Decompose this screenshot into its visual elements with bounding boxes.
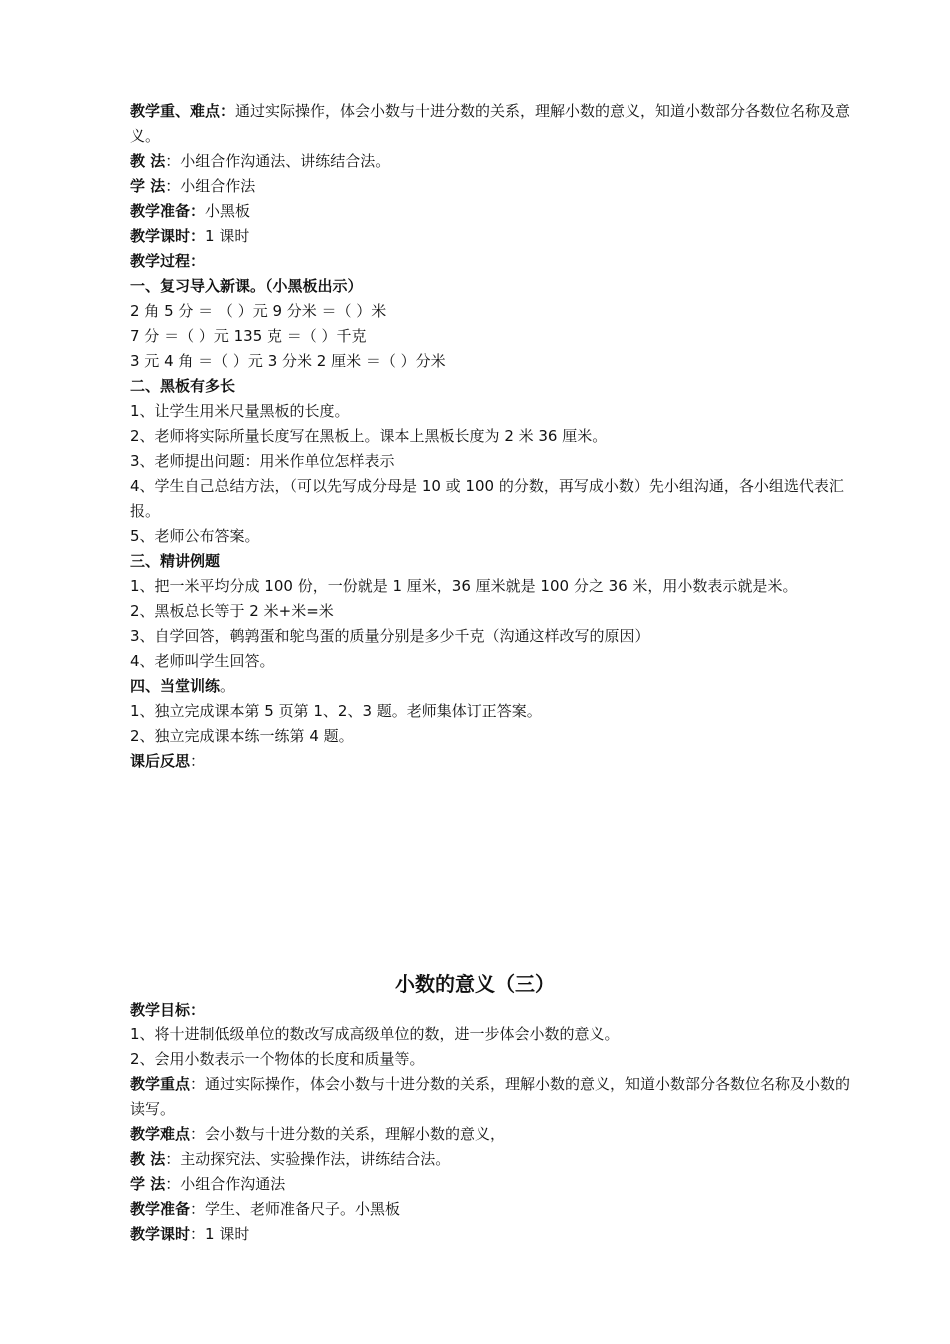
prep-line bbox=[92, 1197, 862, 1222]
list-item: 3、老师提出问题：用米作单位怎样表示 bbox=[130, 452, 395, 470]
goal-item: 1、将十进制低级单位的数改写成高级单位的数，进一步体会小数的意义。 bbox=[130, 1025, 620, 1043]
list-item: 2、老师将实际所量长度写在黑板上。课本上黑板长度为 2 米 36 厘米。 bbox=[130, 427, 608, 445]
method-line bbox=[92, 149, 862, 174]
study-line bbox=[92, 1172, 862, 1197]
list-item: 5、老师公布答案。 bbox=[130, 527, 260, 545]
list-item: 1、把一米平均分成 100 份，一份就是 1 厘米，36 厘米就是 100 分之 36 米，用小数表示就是米。 bbox=[130, 577, 798, 595]
reflection-text: ： bbox=[190, 752, 206, 770]
process-heading bbox=[92, 249, 862, 274]
section2-heading bbox=[92, 374, 862, 399]
method-text: ：主动探究法、实验操作法，讲练结合法。 bbox=[165, 1150, 451, 1168]
focus-paragraph bbox=[92, 99, 862, 149]
method-label: 教 法 bbox=[130, 152, 166, 170]
section4-heading-end: 。 bbox=[220, 677, 236, 695]
section1-heading-text: 一、复习导入新课。（小黑板出示） bbox=[130, 277, 363, 295]
hours-text: 1 课时 bbox=[205, 227, 250, 245]
review-line: 2 角 5 分 ＝ （ ）元 9 分米 ＝（ ）米 bbox=[130, 302, 387, 320]
study-text: ：小组合作沟通法 bbox=[165, 1175, 286, 1193]
list-item: 1、独立完成课本第 5 页第 1、2、3 题。老师集体订正答案。 bbox=[130, 702, 542, 720]
focus-label: 教学重、难点： bbox=[130, 102, 236, 120]
hours-label: 教学课时 bbox=[130, 1225, 191, 1243]
hours-line bbox=[92, 224, 862, 249]
method-label: 教 法 bbox=[130, 1150, 166, 1168]
prep-line bbox=[92, 199, 862, 224]
section3-heading-text: 三、精讲例题 bbox=[130, 552, 221, 570]
list-item: 2、黑板总长等于 2 米+米=米 bbox=[130, 602, 334, 620]
goal-heading bbox=[92, 998, 862, 1023]
hard-text: ：会小数与十进分数的关系，理解小数的意义， bbox=[190, 1125, 506, 1143]
key-paragraph bbox=[92, 1072, 862, 1122]
list-item: 4、老师叫学生回答。 bbox=[130, 652, 275, 670]
method-line bbox=[92, 1147, 862, 1172]
review-line: 3 元 4 角 ＝（ ）元 3 分米 2 厘米 ＝（ ）分米 bbox=[130, 352, 446, 370]
list-item: 1、让学生用米尺量黑板的长度。 bbox=[130, 402, 350, 420]
reflection-label: 课后反思 bbox=[130, 752, 191, 770]
reflection-line bbox=[92, 749, 862, 774]
hard-label: 教学难点 bbox=[130, 1125, 191, 1143]
method-text: ：小组合作沟通法、讲练结合法。 bbox=[165, 152, 391, 170]
study-label: 学 法 bbox=[130, 177, 166, 195]
list-item: 3、自学回答，鹌鹑蛋和鸵鸟蛋的质量分别是多少千克（沟通这样改写的原因） bbox=[130, 627, 650, 645]
goal-label: 教学目标： bbox=[130, 1001, 206, 1019]
study-line bbox=[92, 174, 862, 199]
prep-text: 小黑板 bbox=[205, 202, 251, 220]
section1-heading bbox=[92, 274, 862, 299]
section2-heading-text: 二、黑板有多长 bbox=[130, 377, 236, 395]
hours-label: 教学课时： bbox=[130, 227, 206, 245]
study-text: ：小组合作法 bbox=[165, 177, 256, 195]
lesson-title: 小数的意义（三） bbox=[395, 972, 555, 996]
study-label: 学 法 bbox=[130, 1175, 166, 1193]
hours-line bbox=[92, 1222, 862, 1247]
list-item: 4、学生自己总结方法，（可以先写成分母是 10 或 100 的分数，再写成小数）先小组沟通，各小组选代表汇报。 bbox=[130, 477, 844, 520]
list-item: 2、独立完成课本练一练第 4 题。 bbox=[130, 727, 354, 745]
prep-label: 教学准备： bbox=[130, 202, 206, 220]
section3-heading bbox=[92, 549, 862, 574]
focus-text: 通过实际操作，体会小数与十进分数的关系，理解小数的意义，知道小数部分各数位名称及意义。 bbox=[130, 102, 851, 145]
key-text: ：通过实际操作，体会小数与十进分数的关系，理解小数的意义，知道小数部分各数位名称及小数的读写。 bbox=[130, 1075, 851, 1118]
hard-line bbox=[92, 1122, 862, 1147]
prep-text: ：学生、老师准备尺子。小黑板 bbox=[190, 1200, 401, 1218]
key-label: 教学重点 bbox=[130, 1075, 191, 1093]
section4-heading bbox=[92, 674, 862, 699]
section4-heading-text: 四、当堂训练 bbox=[130, 677, 221, 695]
prep-label: 教学准备 bbox=[130, 1200, 191, 1218]
hours-text: ：1 课时 bbox=[190, 1225, 250, 1243]
goal-item: 2、会用小数表示一个物体的长度和质量等。 bbox=[130, 1050, 425, 1068]
review-line: 7 分 ＝（ ）元 135 克 ＝（ ）千克 bbox=[130, 327, 367, 345]
process-label: 教学过程： bbox=[130, 252, 206, 270]
